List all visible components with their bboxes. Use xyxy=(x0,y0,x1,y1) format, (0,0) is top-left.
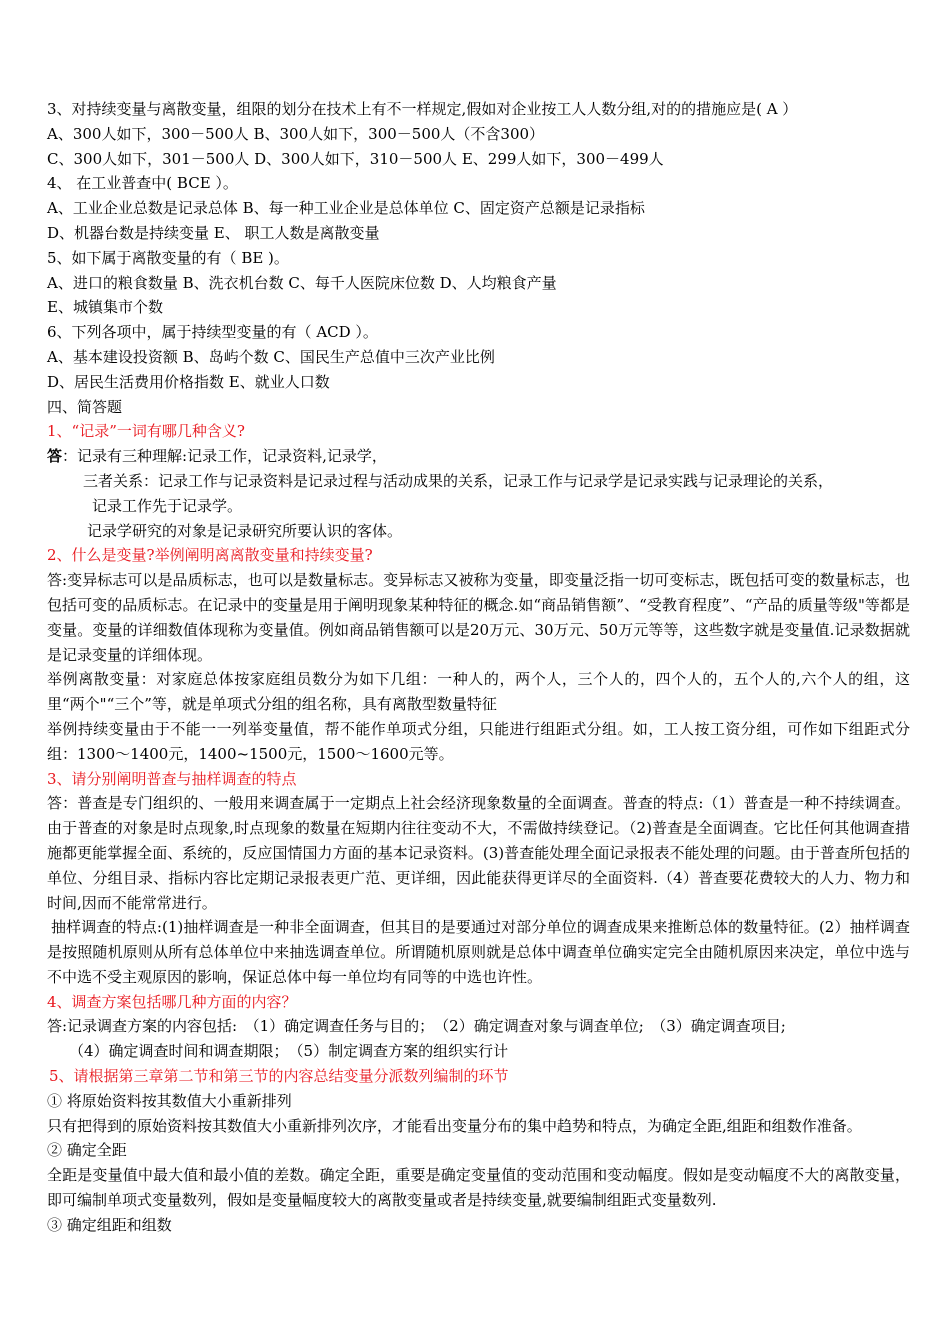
short-answer-2-title: 2、什么是变量?举例阐明离离散变量和持续变量? xyxy=(47,546,373,565)
question-6-stem: 6、下列各项中，属于持续型变量的有（ ACD ）。 xyxy=(47,323,378,342)
short-answer-4-title: 4、调查方案包括哪几种方面的内容？ xyxy=(47,992,297,1011)
short-answer-4-line-1: 答:记录调查方案的内容包括: （1）确定调查任务与目的； （2）确定调查对象与调查单位; （3）确定调查项目; xyxy=(47,1017,786,1036)
short-answer-1-answer xyxy=(47,444,910,469)
step-3-heading: ③ 确定组距和组数 xyxy=(47,1215,172,1234)
question-4-options-abc: A、工业企业总数是记录总体 B、每一种工业企业是总体单位 C、固定资产总额是记录指标 xyxy=(47,199,645,218)
step-1-heading: ① 将原始资料按其数值大小重新排列 xyxy=(47,1091,292,1110)
short-answer-5-title: 5、请根据第三章第二节和第三节的内容总结变量分派数列编制的环节 xyxy=(49,1067,509,1086)
section-heading-short-answer: 四、简答题 xyxy=(47,397,123,416)
short-answer-2-answer: 答:变异标志可以是品质标志，也可以是数量标志。变异标志又被称为变量，即变量泛指一切可变标志，既包括可变的数量标志，也包括可变的品质标志。在记录中的变量是用于阐明现象某种特征的概念.如“商品销售额”、“受教育程度”、“产品的质量等级"等都是变量。变量的详细数值体现称为变量值。例如商品销售额可以是20万元、30万元、50万元等等，这些数字就是变量值.记录数据就是记录变量的详细体现。 xyxy=(47,571,910,664)
step-1-text: 只有把得到的原始资料按其数值大小重新排列次序，才能看出变量分布的集中趋势和特点，为确定全距,组距和组数作准备。 xyxy=(47,1116,862,1135)
short-answer-3-census: 答：普查是专门组织的、一般用来调查属于一定期点上社会经济现象数量的全面调查。普查的特点:（1）普查是一种不持续调查。由于普查的对象是时点现象,时点现象的数量在短期内往往变动不大，不需做持续登记。（2)普查是全面调查。它比任何其他调查措施都更能掌握全面、系统的，反应国情国力方面的基本记录资料。(3)普查能处理全面记录报表不能处理的问题。由于普查所包括的单位、分组目录、指标内容比定期记录报表更广范、更详细，因此能获得更详尽的全面资料.（4）普查要花费较大的人力、物力和时间,因而不能常常进行。 xyxy=(47,794,910,912)
answer-text: ：记录有三种理解:记录工作，记录资料,记录学， xyxy=(62,447,387,466)
short-answer-4-line-2: （4）确定调查时间和调查期限； （5）制定调查方案的组织实行计 xyxy=(69,1042,509,1061)
question-5-option-e: E、城镇集市个数 xyxy=(47,298,163,317)
short-answer-2-discrete-example: 举例离散变量：对家庭总体按家庭组员数分为如下几组：一种人的，两个人，三个人的，四个人的，五个人的,六个人的组，这里“两个"“三个”等，就是单项式分组的组名称，具有离散型数量特征 xyxy=(47,670,910,714)
question-4-stem: 4、 在工业普查中( BCE ）。 xyxy=(47,174,238,193)
question-5-options-abcd: A、进口的粮食数量 B、洗衣机台数 C、每千人医院床位数 D、人均粮食产量 xyxy=(47,273,557,292)
short-answer-3-title: 3、请分别阐明普查与抽样调查的特点 xyxy=(47,769,297,788)
short-answer-3-sampling: 抽样调查的特点:(1)抽样调查是一种非全面调查，但其目的是要通过对部分单位的调查成果来推断总体的数量特征。(2）抽样调查是按照随机原则从所有总体单位中来抽选调查单位。所谓随机原则就是总体中调查单位确实定完全由随机原因来决定，单位中选与不中选不受主观原因的影响，保证总体中每一单位均有同等的中选也许性。 xyxy=(47,918,910,986)
step-2-text: 全距是变量值中最大值和最小值的差数。确定全距，重要是确定变量值的变动范围和变动幅度。假如是变动幅度不大的离散变量，即可编制单项式变量数列，假如是变量幅度较大的离散变量或者是持续变量,就要编制组距式变量数列. xyxy=(47,1166,910,1210)
question-3-options-cde: C、300人如下，301－500人 D、300人如下，310－500人 E、299人如下，300－499人 xyxy=(47,149,664,168)
question-4-options-de: D、机器台数是持续变量 E、 职工人数是离散变量 xyxy=(47,223,380,242)
question-5-stem: 5、如下属于离散变量的有（ BE )。 xyxy=(47,248,289,267)
question-3-options-ab: A、300人如下，300－500人 B、300人如下，300－500人（不含300） xyxy=(47,124,545,143)
short-answer-1-relation: 三者关系：记录工作与记录资料是记录过程与活动成果的关系，记录工作与记录学是记录实践与记录理论的关系， xyxy=(83,471,834,490)
step-2-heading: ② 确定全距 xyxy=(47,1141,127,1160)
short-answer-1-object: 记录学研究的对象是记录研究所要认识的客体。 xyxy=(87,521,403,540)
question-3-stem: 3、对持续变量与离散变量，组限的划分在技术上有不一样规定,假如对企业按工人人数分组,对的的措施应是( A ） xyxy=(47,100,798,118)
short-answer-1-title: 1、“记录”一词有哪几种含义? xyxy=(47,422,245,441)
question-6-options-abc: A、基本建设投资额 B、岛屿个数 C、国民生产总值中三次产业比例 xyxy=(47,347,495,366)
question-6-options-de: D、居民生活费用价格指数 E、就业人口数 xyxy=(47,372,330,391)
short-answer-2-continuous-example: 举例持续变量由于不能一一列举变量值，帮不能作单项式分组，只能进行组距式分组。如，工人按工资分组，可作如下组距式分组：1300～1400元，1400~1500元，1500～1600元等。 xyxy=(47,719,910,763)
answer-label: 答 xyxy=(47,447,63,466)
short-answer-1-relation-cont: 记录工作先于记录学。 xyxy=(92,496,243,515)
